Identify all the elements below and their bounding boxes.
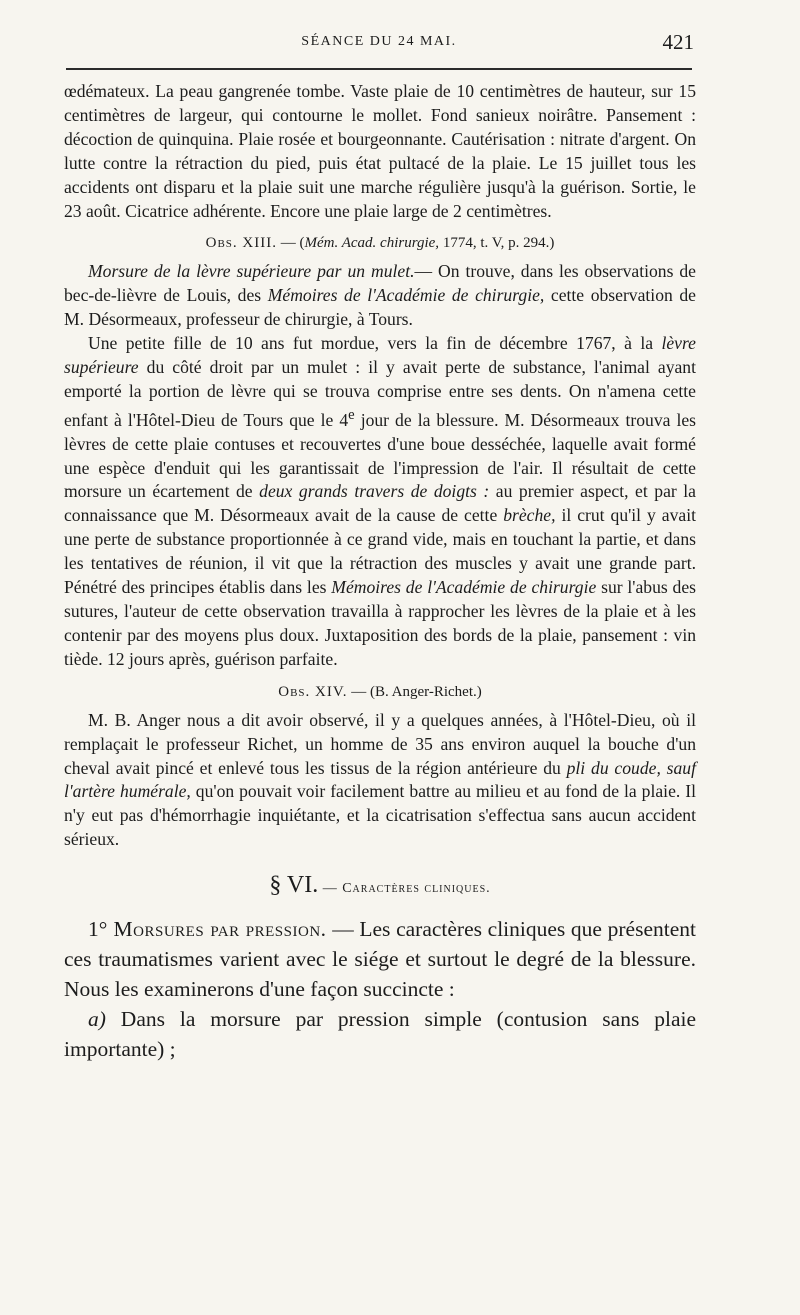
italic-span: lèvre supérieure [64, 333, 696, 378]
text-span: il crut qu'il y avait une perte de substance proportionnée à ce grand vide, mais en touchant la partie, et dans les tentatives de réunion, il vit que la rétraction des muscles y avait une grande part. Pénétré des principes établis dans les [64, 505, 696, 598]
italic-span: deux grands travers de doigts : [259, 481, 490, 502]
text-span: M. B. Anger nous a dit avoir observé, il y a quelques années, à l'Hôtel-Dieu, où il remplaçait le professeur Richet, un homme de 35 ans environ auquel la bouche d'un cheval avait pincé et enlevé tous les tissus de la région antérieure du [64, 709, 696, 778]
cited-work: Mémoires de l'Académie de chirurgie, [267, 285, 545, 306]
lead-in: Morsures par pression. [107, 917, 327, 942]
superscript: e [348, 406, 355, 423]
italic-span: brèche, [503, 505, 556, 526]
text-span: Une petite fille de 10 ans fut mordue, vers la fin de décembre 1767, à la [88, 333, 662, 354]
paragraph-morsures-pression [64, 914, 696, 1004]
paragraph-continuation: œdémateux. La peau gangrenée tombe. Vaste plaie de 10 centimètres de hauteur, sur 15 centimètres de largeur, qui contourne le mollet. Fond sanieux noirâtre. Pansement : décoction de quinquina. Plaie rosée et bourgeonnante. Cautérisation : nitrate d'argent. On lutte contre la rétraction du pied, puis état pultacé de la plaie. Le 15 juillet tous les accidents ont disparu et la plaie suit une marche régulière jusqu'à la guérison. Sortie, le 23 août. Cicatrice adhérente. Encore une plaie large de 2 centimètres. [64, 81, 696, 221]
obs-14-ref: — (B. Anger-Richet.) [347, 683, 482, 700]
text-span: cette observation de M. Désormeaux, professeur de chirurgie, à Tours. [64, 285, 696, 330]
list-number: 1° [88, 917, 108, 942]
paragraph-obs13-intro [64, 260, 696, 332]
text-span: sur l'abus des sutures, l'auteur de cette observation travailla à rapprocher les lèvres de la plaie et à les contenir par des moyens plus doux. Juxtaposition des bords de la plaie, pansement : vin tiède. 12 jours après, guérison parfaite. [64, 577, 696, 669]
obs-13-ref-source: Mém. Acad. chirurgie, [304, 235, 440, 252]
page-number: 421 [662, 30, 694, 54]
section-dash: — [318, 881, 343, 897]
text-span: — On trouve, dans les observations de bec-de-lièvre de Louis, des [64, 261, 696, 306]
section-number: § VI. [269, 872, 319, 899]
section-heading [64, 870, 696, 904]
paragraph-obs13-case [64, 332, 696, 672]
text-span: — Les caractères cliniques que présentent ces traumatismes varient avec le siége et surtout le degré de la blessure. Nous les examinerons d'une façon succincte : [64, 917, 696, 1002]
header-rule [66, 68, 692, 70]
obs-13-ref-post: 1774, t. V, p. 294.) [439, 235, 555, 252]
running-title: SÉANCE DU 24 MAI. [301, 34, 457, 49]
paragraph-obs14 [64, 709, 696, 852]
obs-14-label: Obs. XIV. [278, 683, 348, 700]
obs-13-label: Obs. XIII. [205, 235, 277, 252]
observation-14-heading [64, 681, 696, 704]
paragraph-item-a [64, 1004, 696, 1064]
page-header [64, 30, 694, 60]
text-span: jour de la blessure. M. Désormeaux trouva les lèvres de cette plaie contuses et recouvertes d'une boue desséchée, laquelle avait formé une espèce d'enduit qui les garantissait de l'impression de l'air. Il résultait de cette morsure un écartement de [64, 409, 697, 502]
text-span: du côté droit par un mulet : il y avait perte de substance, l'animal ayant emporté la portion de lèvre qui se trouva comprise entre ses dents. On n'amena cette enfant à l'Hôtel-Dieu de Tours que le 4 [64, 357, 696, 430]
case-title-mulet: Morsure de la lèvre supérieure par un mulet. [88, 261, 415, 282]
obs-13-ref-pre: — ( [277, 235, 305, 252]
observation-13-heading [64, 232, 696, 255]
italic-span: Mémoires de l'Académie de chirurgie [331, 577, 597, 598]
text-span: au premier aspect, et par la connaissance que M. Désormeaux avait de la cause de cette [64, 481, 696, 526]
section-title: Caractères cliniques. [342, 881, 491, 897]
text-span: Dans la morsure par pression simple (contusion sans plaie importante) ; [64, 1007, 696, 1062]
body-text [64, 80, 696, 1064]
text-span: qu'on pouvait voir facilement battre au milieu et au fond de la plaie. Il n'y eut pas d'hémorrhagie inquiétante, et la cicatrisation s'effectua sans aucun accident sérieux. [64, 781, 696, 850]
italic-span: pli du coude, sauf l'artère humérale, [64, 757, 696, 802]
list-marker: a) [88, 1007, 106, 1032]
